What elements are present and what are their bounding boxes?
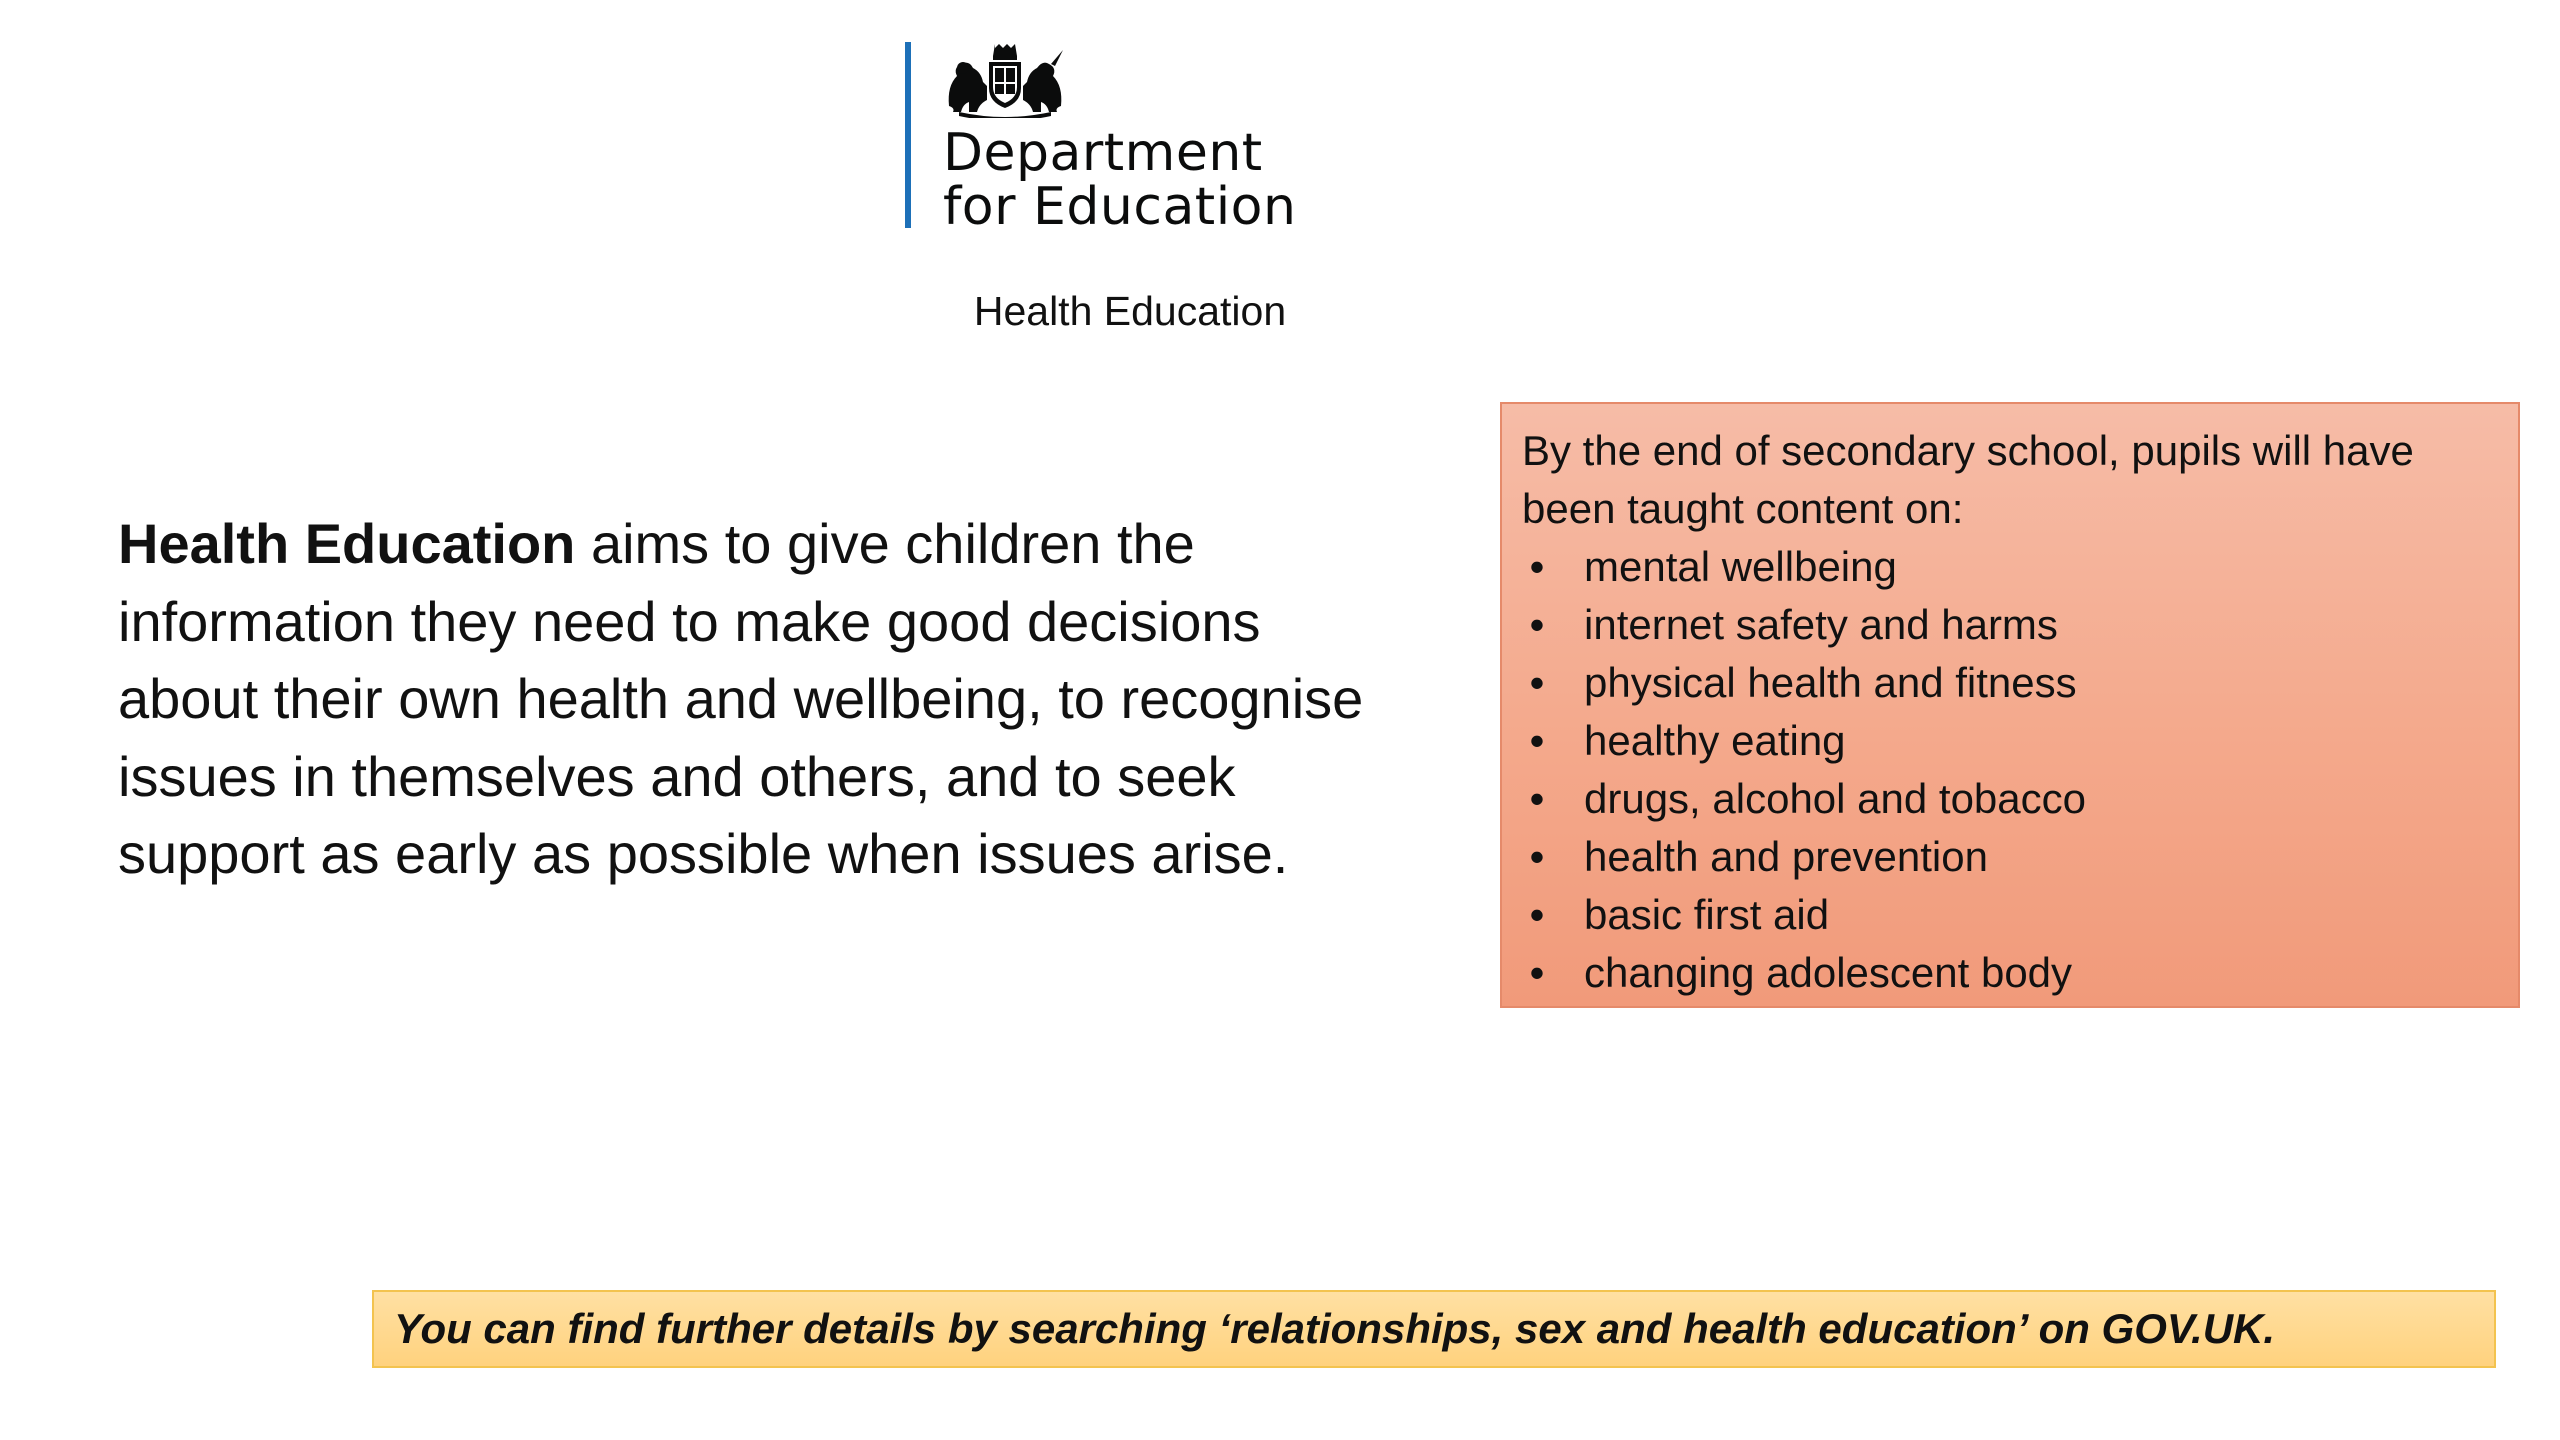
intro-text: aims to give children the information they need to make good decisions about their own health and wellbeing, to recognise issues in themselves and others, and to seek support as early as possible when issues arise. xyxy=(118,512,1364,885)
list-item xyxy=(1522,944,2498,1002)
bullet-icon: • xyxy=(1529,891,1545,938)
list-item-text: basic first aid xyxy=(1584,891,1830,938)
department-logo xyxy=(905,40,1425,237)
list-item xyxy=(1522,596,2498,654)
list-item xyxy=(1522,712,2498,770)
list-item xyxy=(1522,538,2498,596)
logo-rule xyxy=(905,42,911,228)
intro-bold-lead: Health Education xyxy=(118,512,576,575)
list-item xyxy=(1522,654,2498,712)
list-item-text: drugs, alcohol and tobacco xyxy=(1584,775,2087,822)
bullet-icon: • xyxy=(1529,601,1545,648)
bullet-icon: • xyxy=(1529,775,1545,822)
intro-paragraph xyxy=(118,505,1408,893)
list-item xyxy=(1522,886,2498,944)
content-list xyxy=(1522,538,2498,1002)
list-item-text: mental wellbeing xyxy=(1584,543,1897,590)
list-item-text: health and prevention xyxy=(1584,833,1988,880)
department-name-line-2: for Education xyxy=(943,177,1297,237)
department-name xyxy=(943,123,1297,237)
slide-title: Health Education xyxy=(973,288,1287,334)
bullet-icon: • xyxy=(1529,543,1545,590)
bullet-icon: • xyxy=(1529,659,1545,706)
royal-coat-of-arms-icon xyxy=(939,42,1071,118)
bullet-icon: • xyxy=(1529,833,1545,880)
list-item xyxy=(1522,770,2498,828)
list-item-text: internet safety and harms xyxy=(1584,601,2058,648)
list-item-text: healthy eating xyxy=(1584,717,1846,764)
bullet-icon: • xyxy=(1529,949,1545,996)
further-details-note: You can find further details by searching ‘relationships, sex and health education’ on GOV.UK. xyxy=(372,1290,2496,1368)
list-item xyxy=(1522,828,2498,886)
bullet-icon: • xyxy=(1529,717,1545,764)
department-name-line-1: Department xyxy=(943,123,1263,183)
list-item-text: physical health and fitness xyxy=(1584,659,2077,706)
curriculum-content-box xyxy=(1500,402,2520,1008)
content-box-intro: By the end of secondary school, pupils will have been taught content on: xyxy=(1522,427,2414,532)
list-item-text: changing adolescent body xyxy=(1584,949,2073,996)
